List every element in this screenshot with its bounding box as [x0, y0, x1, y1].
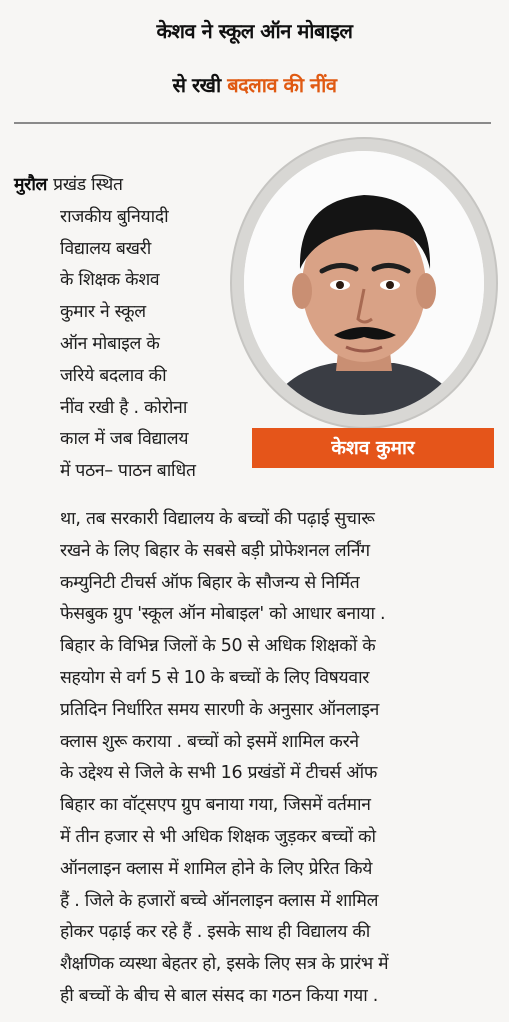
article-line: होकर पढ़ाई कर रहे हैं . इसके साथ ही विद्यालय की — [60, 922, 371, 943]
article-line: बिहार का वॉट्सएप ग्रुप बनाया गया, जिसमें वर्तमान — [60, 795, 371, 816]
portrait-illustration — [244, 151, 484, 415]
headline-line-1: केशव ने स्कूल ऑन मोबाइल — [156, 19, 353, 43]
article-line: विद्यालय बखरी — [60, 238, 151, 259]
article-line: के शिक्षक केशव — [60, 270, 160, 291]
article-line: राजकीय बुनियादी — [60, 206, 169, 227]
article-line: कुमार ने स्कूल — [60, 302, 146, 323]
article-line: ऑनलाइन क्लास में शामिल होने के लिए प्रेरित किये — [60, 858, 373, 879]
article-line: था, तब सरकारी विद्यालय के बच्चों की पढ़ाई सुचारू — [60, 509, 375, 529]
photo-caption: केशव कुमार — [252, 428, 494, 468]
article-line: जरिये बदलाव की — [60, 365, 167, 386]
dateline: मुरौल — [14, 175, 48, 195]
headline-line-2-highlight: बदलाव की नींव — [227, 73, 337, 97]
article-line: में पठन– पाठन बाधित — [60, 461, 196, 482]
article-line: सहयोग से वर्ग 5 से 10 के बच्चों के लिए विषयवार — [60, 667, 370, 688]
portrait-photo — [244, 151, 484, 415]
headline-divider — [14, 122, 491, 124]
article-body-wrapped — [14, 170, 196, 488]
article-line: बिहार के विभिन्न जिलों के 50 से अधिक शिक्षकों के — [60, 636, 376, 657]
article-line: के उद्देश्य से जिले के सभी 16 प्रखंडों में टीचर्स ऑफ — [60, 763, 378, 784]
article-first-line — [14, 170, 196, 202]
article-line: काल में जब विद्यालय — [60, 429, 189, 450]
article-line: कम्युनिटी टीचर्स ऑफ बिहार के सौजन्य से निर्मित — [60, 572, 360, 593]
article-line: प्रतिदिन निर्धारित समय सारणी के अनुसार ऑनलाइन — [60, 699, 380, 720]
headline — [0, 4, 509, 112]
article-line: रखने के लिए बिहार के सबसे बड़ी प्रोफेशनल लर्निंग — [60, 540, 370, 561]
article-line: नींव रखी है . कोरोना — [60, 397, 188, 418]
article-line: ही बच्चों के बीच से बाल संसद का गठन किया गया . — [60, 985, 379, 1006]
article-line: प्रखंड स्थित — [53, 175, 123, 195]
article-line: हैं . जिले के हजारों बच्चे ऑनलाइन क्लास में शामिल — [60, 890, 379, 911]
article-body-full — [60, 504, 388, 1013]
article-line: ऑन मोबाइल के — [60, 333, 160, 354]
article-line: क्लास शुरू कराया . बच्चों को इसमें शामिल करने — [60, 731, 359, 752]
article-line: शैक्षणिक व्यस्था बेहतर हो, इसके लिए सत्र के प्रारंभ में — [60, 954, 389, 975]
article-line: में तीन हजार से भी अधिक शिक्षक जुड़कर बच्चों को — [60, 826, 376, 847]
headline-line-2-plain: से रखी — [172, 73, 228, 97]
article-line: फेसबुक ग्रुप 'स्कूल ऑन मोबाइल' को आधार बनाया . — [60, 604, 386, 625]
